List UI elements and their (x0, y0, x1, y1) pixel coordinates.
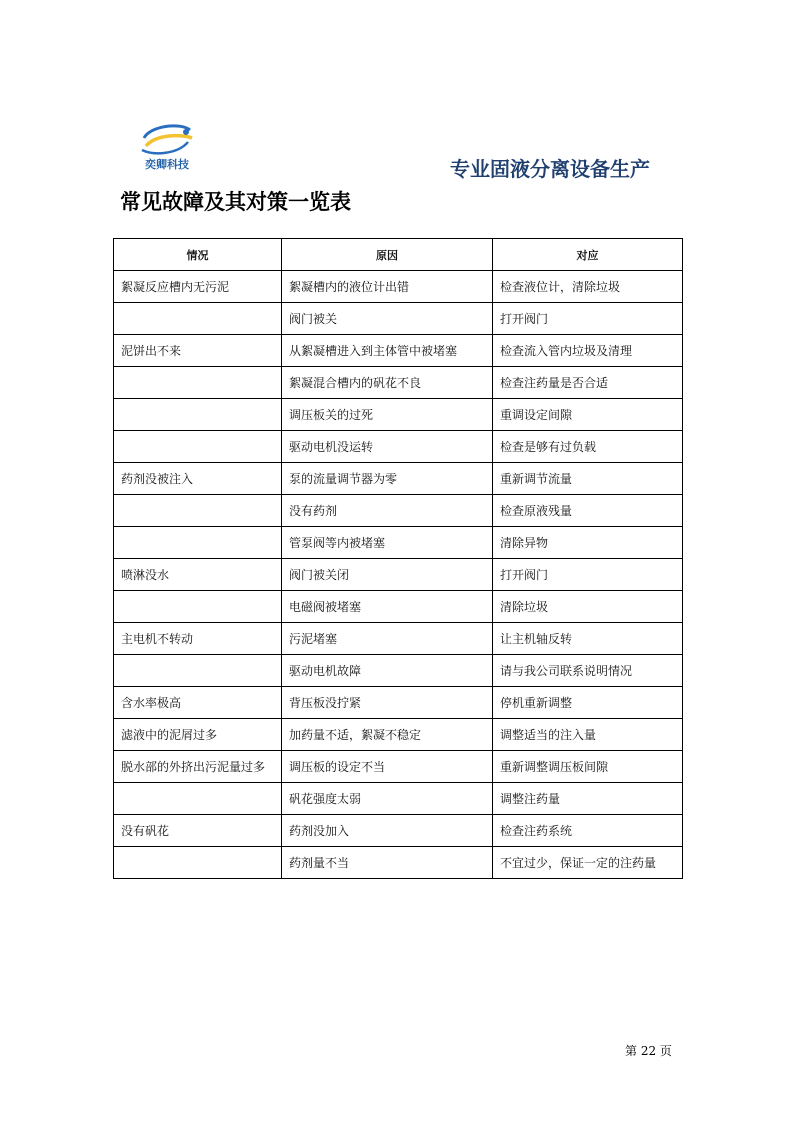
cell-situation (114, 303, 282, 335)
cell-cause: 背压板没拧紧 (282, 687, 493, 719)
table-header-row (114, 239, 683, 271)
cell-response: 让主机轴反转 (493, 623, 683, 655)
table-row (114, 463, 683, 495)
cell-response: 调整注药量 (493, 783, 683, 815)
cell-cause: 阀门被关 (282, 303, 493, 335)
cell-situation (114, 527, 282, 559)
cell-response: 重新调节流量 (493, 463, 683, 495)
table-row (114, 623, 683, 655)
cell-cause: 加药量不适，絮凝不稳定 (282, 719, 493, 751)
cell-situation (114, 431, 282, 463)
cell-cause: 矾花强度太弱 (282, 783, 493, 815)
cell-situation: 泥饼出不来 (114, 335, 282, 367)
cell-situation (114, 495, 282, 527)
cell-situation (114, 783, 282, 815)
cell-cause: 从絮凝槽进入到主体管中被堵塞 (282, 335, 493, 367)
column-header-response: 对应 (493, 239, 683, 271)
cell-response: 清除异物 (493, 527, 683, 559)
cell-response: 清除垃圾 (493, 591, 683, 623)
table-row (114, 303, 683, 335)
table-row (114, 655, 683, 687)
cell-response: 打开阀门 (493, 559, 683, 591)
cell-cause: 驱动电机没运转 (282, 431, 493, 463)
column-header-situation: 情况 (114, 239, 282, 271)
cell-response: 调整适当的注入量 (493, 719, 683, 751)
table-row (114, 367, 683, 399)
table-row (114, 783, 683, 815)
cell-situation (114, 367, 282, 399)
page-number: 第 22 页 (625, 1044, 672, 1058)
header-tagline: 专业固液分离设备生产 (450, 157, 650, 181)
logo-swoosh-icon (136, 120, 198, 160)
table-row (114, 687, 683, 719)
table-row (114, 495, 683, 527)
cell-situation: 喷淋没水 (114, 559, 282, 591)
cell-response: 检查注药量是否合适 (493, 367, 683, 399)
fault-table (113, 238, 683, 879)
cell-cause: 絮凝槽内的液位计出错 (282, 271, 493, 303)
cell-response: 检查原液残量 (493, 495, 683, 527)
cell-cause: 絮凝混合槽内的矾花不良 (282, 367, 493, 399)
cell-situation (114, 847, 282, 879)
cell-response: 打开阀门 (493, 303, 683, 335)
logo-text: 奕卿科技 (145, 158, 189, 171)
cell-cause: 泵的流量调节器为零 (282, 463, 493, 495)
table-row (114, 847, 683, 879)
cell-cause: 阀门被关闭 (282, 559, 493, 591)
company-logo (136, 120, 198, 172)
cell-cause: 电磁阀被堵塞 (282, 591, 493, 623)
table-row (114, 719, 683, 751)
cell-situation: 没有矾花 (114, 815, 282, 847)
cell-situation: 药剂没被注入 (114, 463, 282, 495)
cell-response: 检查注药系统 (493, 815, 683, 847)
cell-response: 不宜过少，保证一定的注药量 (493, 847, 683, 879)
table-row (114, 335, 683, 367)
cell-cause: 药剂没加入 (282, 815, 493, 847)
cell-situation: 滤液中的泥屑过多 (114, 719, 282, 751)
cell-situation: 主电机不转动 (114, 623, 282, 655)
cell-cause: 管泵阀等内被堵塞 (282, 527, 493, 559)
page-title: 常见故障及其对策一览表 (120, 190, 351, 214)
table-row (114, 271, 683, 303)
cell-situation: 脱水部的外挤出污泥量过多 (114, 751, 282, 783)
cell-response: 检查液位计，清除垃圾 (493, 271, 683, 303)
table-row (114, 559, 683, 591)
cell-cause: 调压板的设定不当 (282, 751, 493, 783)
cell-cause: 没有药剂 (282, 495, 493, 527)
table-row (114, 399, 683, 431)
cell-cause: 药剂量不当 (282, 847, 493, 879)
cell-situation: 絮凝反应槽内无污泥 (114, 271, 282, 303)
column-header-cause: 原因 (282, 239, 493, 271)
cell-response: 停机重新调整 (493, 687, 683, 719)
cell-response: 重调设定间隙 (493, 399, 683, 431)
table-row (114, 527, 683, 559)
table-row (114, 815, 683, 847)
cell-situation (114, 399, 282, 431)
cell-cause: 调压板关的过死 (282, 399, 493, 431)
table-row (114, 431, 683, 463)
cell-response: 检查流入管内垃圾及清理 (493, 335, 683, 367)
cell-situation (114, 655, 282, 687)
cell-situation: 含水率极高 (114, 687, 282, 719)
cell-response: 检查是够有过负载 (493, 431, 683, 463)
table-row (114, 751, 683, 783)
cell-response: 重新调整调压板间隙 (493, 751, 683, 783)
cell-response: 请与我公司联系说明情况 (493, 655, 683, 687)
cell-cause: 驱动电机故障 (282, 655, 493, 687)
table-row (114, 591, 683, 623)
cell-cause: 污泥堵塞 (282, 623, 493, 655)
cell-situation (114, 591, 282, 623)
